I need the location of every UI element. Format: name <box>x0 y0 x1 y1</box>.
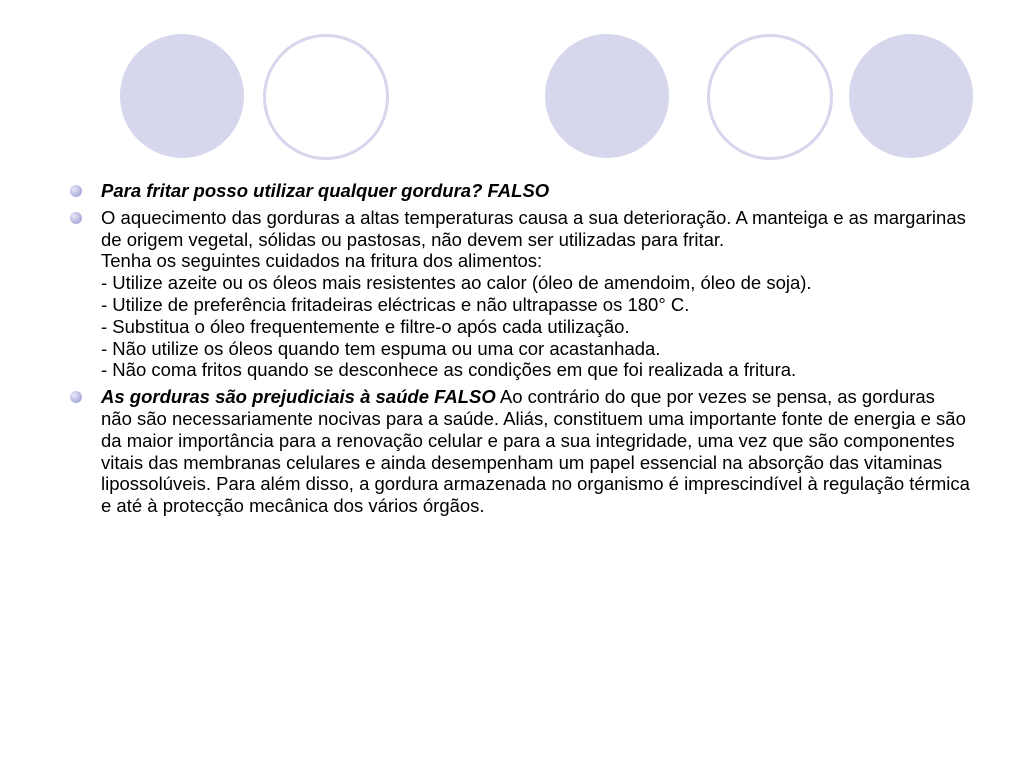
bullet-item-1 <box>70 180 970 202</box>
decorative-circle-filled-2 <box>545 34 669 158</box>
bullet-intro: Tenha os seguintes cuidados na fritura dos alimentos: <box>101 250 543 272</box>
tip-line: - Utilize de preferência fritadeiras eléctricas e não ultrapasse os 180° C. <box>101 293 690 315</box>
decorative-circle-outline-2 <box>707 34 833 160</box>
tip-line: - Utilize azeite ou os óleos mais resistentes ao calor (óleo de amendoim, óleo de soja). <box>101 272 812 294</box>
tip-line: - Substitua o óleo frequentemente e filtre-o após cada utilização. <box>101 315 630 337</box>
bullet-icon <box>70 391 82 403</box>
tip-line: - Não utilize os óleos quando tem espuma ou uma cor acastanhada. <box>101 337 661 359</box>
bullet-icon <box>70 185 82 197</box>
decorative-circle-filled-3 <box>849 34 973 158</box>
slide-content <box>70 180 970 522</box>
decorative-circle-outline-1 <box>263 34 389 160</box>
bullet-heading: Para fritar posso utilizar qualquer gordura? FALSO <box>101 180 550 201</box>
tip-line: - Não coma fritos quando se desconhece as condições em que foi realizada a fritura. <box>101 359 797 381</box>
bullet-item-3 <box>70 386 970 517</box>
bullet-item-2 <box>70 207 970 381</box>
decorative-circle-filled-1 <box>120 34 244 158</box>
bullet-heading: As gorduras são prejudiciais à saúde FALSO <box>101 386 496 408</box>
bullet-paragraph: O aquecimento das gorduras a altas temperaturas causa a sua deterioração. A manteiga e as margarinas de origem vegetal, sólidas ou pastosas, não devem ser utilizadas para fritar. <box>101 206 966 250</box>
bullet-icon <box>70 212 82 224</box>
bullet-text: Ao contrário do que por vezes se pensa, as gorduras não são necessariamente nocivas para a saúde. Aliás, constituem uma importante fonte de energia e são da maior importância para a renovação celular e para a sua integridade, uma vez que são componentes vitais das membranas celulares e ainda desempenham um papel essencial na absorção das vitaminas lipossolúveis. Para além disso, a gordura armazenada no organismo é imprescindível à regulação térmica e até à protecção mecânica dos vários órgãos. <box>101 386 970 517</box>
